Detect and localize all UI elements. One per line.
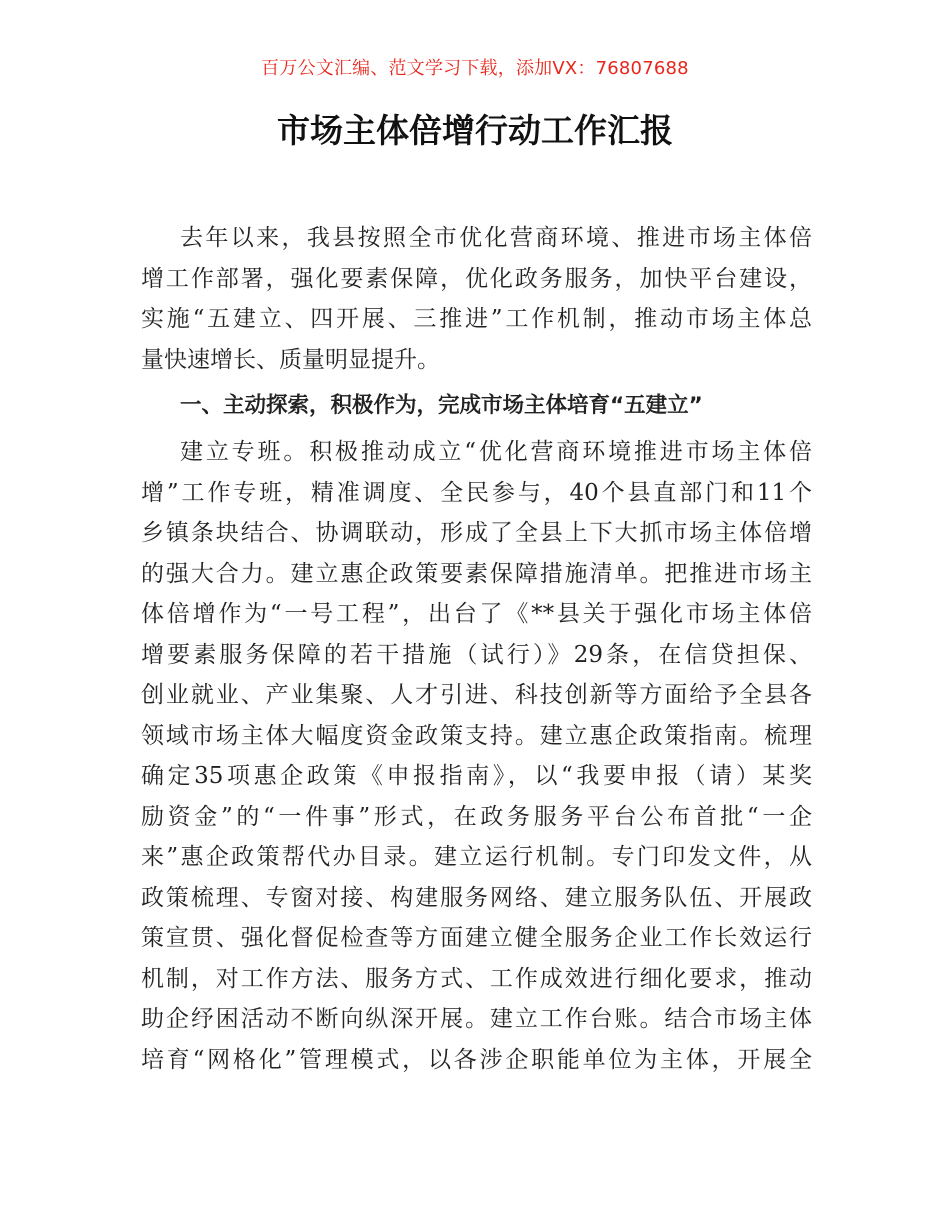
paragraph-line: 增”工作专班，精准调度、全民参与，40个县直部门和11个 (141, 479, 812, 506)
document-body (141, 218, 812, 1080)
section-heading: 一、主动探索，积极作为，完成市场主体培育“五建立” (180, 393, 703, 418)
paragraph-line: 领域市场主体大幅度资金政策支持。建立惠企政策指南。梳理 (141, 722, 812, 749)
paragraph-line: 政策梳理、专窗对接、构建服务网络、建立服务队伍、开展政 (141, 884, 812, 911)
paragraph-line: 机制，对工作方法、服务方式、工作成效进行细化要求，推动 (141, 965, 812, 992)
paragraph-line: 增要素服务保障的若干措施（试行）》29条，在信贷担保、 (141, 641, 812, 668)
paragraph-line: 确定35项惠企政策《申报指南》，以“我要申报（请）某奖 (141, 763, 812, 789)
paragraph-line: 体倍增作为“一号工程”，出台了《**县关于强化市场主体倍 (141, 601, 812, 627)
paragraph-line: 量快速增长、质量明显提升。 (141, 346, 440, 373)
paragraph-line: 策宣贯、强化督促检查等方面建立健全服务企业工作长效运行 (141, 925, 812, 951)
paragraph-line: 增工作部署，强化要素保障，优化政务服务，加快平台建设， (141, 265, 812, 292)
paragraph-line: 的强大合力。建立惠企政策要素保障措施清单。把推进市场主 (141, 560, 812, 587)
promo-banner: 百万公文汇编、范文学习下载，添加VX：76807688 (261, 58, 689, 79)
paragraph-line: 培育“网格化”管理模式，以各涉企职能单位为主体，开展全 (141, 1046, 812, 1073)
paragraph-line: 建立专班。积极推动成立“优化营商环境推进市场主体倍 (180, 439, 812, 465)
paragraph-line: 励资金”的“一件事”形式，在政务服务平台公布首批“一企 (141, 803, 812, 830)
paragraph-line: 去年以来，我县按照全市优化营商环境、推进市场主体倍 (180, 225, 812, 251)
paragraph-line: 助企纾困活动不断向纵深开展。建立工作台账。结合市场主体 (141, 1006, 812, 1032)
page-title: 市场主体倍增行动工作汇报 (277, 111, 673, 150)
paragraph-line: 创业就业、产业集聚、人才引进、科技创新等方面给予全县各 (141, 682, 812, 708)
paragraph-line: 实施“五建立、四开展、三推进”工作机制，推动市场主体总 (141, 306, 812, 332)
paragraph-line: 来”惠企政策帮代办目录。建立运行机制。专门印发文件，从 (141, 844, 812, 870)
paragraph-line: 乡镇条块结合、协调联动，形成了全县上下大抓市场主体倍增 (141, 520, 812, 546)
